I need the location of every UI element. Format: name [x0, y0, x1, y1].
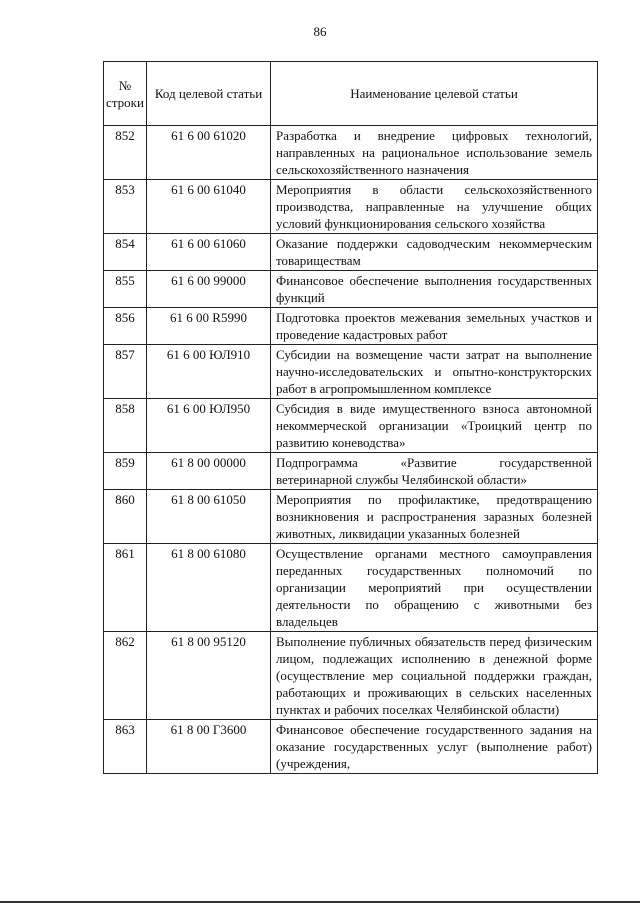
page-bottom-edge	[0, 901, 640, 903]
article-name: Разработка и внедрение цифровых технологий, направленных на рациональное использование земель сельскохозяйственного назначения	[271, 126, 598, 180]
row-number: 863	[104, 720, 147, 774]
target-articles-table	[103, 61, 598, 774]
header-article-code: Код целевой статьи	[147, 62, 271, 126]
page-number: 86	[313, 24, 327, 39]
table-row	[104, 180, 598, 234]
table-row	[104, 453, 598, 490]
row-number: 858	[104, 399, 147, 453]
article-name: Мероприятия по профилактике, предотвращению возникновения и распространения заразных болезней животных, ликвидации указанных болезней	[271, 490, 598, 544]
table-row	[104, 544, 598, 632]
row-number: 855	[104, 271, 147, 308]
article-code: 61 6 00 61040	[147, 180, 271, 234]
article-code: 61 6 00 ЮЛ950	[147, 399, 271, 453]
row-number: 859	[104, 453, 147, 490]
row-number: 861	[104, 544, 147, 632]
table-body	[104, 126, 598, 774]
header-article-name: Наименование целевой статьи	[271, 62, 598, 126]
table-row	[104, 720, 598, 774]
article-name: Финансовое обеспечение выполнения государственных функций	[271, 271, 598, 308]
row-number: 856	[104, 308, 147, 345]
article-code: 61 6 00 ЮЛ910	[147, 345, 271, 399]
article-code: 61 8 00 95120	[147, 632, 271, 720]
article-code: 61 8 00 61080	[147, 544, 271, 632]
table-row	[104, 345, 598, 399]
article-name: Подпрограмма «Развитие государственной ветеринарной службы Челябинской области»	[271, 453, 598, 490]
table-row	[104, 234, 598, 271]
row-number: 860	[104, 490, 147, 544]
article-name: Осуществление органами местного самоуправления переданных государственных полномочий по организации мероприятий при осуществлении деятельности по обращению с животными без владельцев	[271, 544, 598, 632]
article-code: 61 8 00 00000	[147, 453, 271, 490]
article-name: Субсидия в виде имущественного взноса автономной некоммерческой организации «Троицкий центр по развитию коневодства»	[271, 399, 598, 453]
article-code: 61 8 00 61050	[147, 490, 271, 544]
article-code: 61 6 00 99000	[147, 271, 271, 308]
row-number: 853	[104, 180, 147, 234]
row-number: 852	[104, 126, 147, 180]
table-row	[104, 271, 598, 308]
row-number: 854	[104, 234, 147, 271]
table-row	[104, 632, 598, 720]
table-header	[104, 62, 598, 126]
article-name: Оказание поддержки садоводческим некоммерческим товариществам	[271, 234, 598, 271]
article-code: 61 6 00 61060	[147, 234, 271, 271]
row-number: 862	[104, 632, 147, 720]
table-row	[104, 308, 598, 345]
header-row-number: № строки	[104, 62, 147, 126]
article-name: Мероприятия в области сельскохозяйственного производства, направленные на улучшение общих условий функционирования сельского хозяйства	[271, 180, 598, 234]
article-name: Финансовое обеспечение государственного задания на оказание государственных услуг (выполнение работ) (учреждения,	[271, 720, 598, 774]
table-row	[104, 399, 598, 453]
article-code: 61 6 00 R5990	[147, 308, 271, 345]
table-row	[104, 126, 598, 180]
article-name: Выполнение публичных обязательств перед физическим лицом, подлежащих исполнению в денежной форме (осуществление мер социальной поддержки граждан, работающих и проживающих в сельских населенных пунктах и рабочих поселках Челябинской области)	[271, 632, 598, 720]
article-code: 61 6 00 61020	[147, 126, 271, 180]
article-code: 61 8 00 Г3600	[147, 720, 271, 774]
article-name: Субсидии на возмещение части затрат на выполнение научно-исследовательских и опытно-конструкторских работ в агропромышленном комплексе	[271, 345, 598, 399]
table-row	[104, 490, 598, 544]
row-number: 857	[104, 345, 147, 399]
article-name: Подготовка проектов межевания земельных участков и проведение кадастровых работ	[271, 308, 598, 345]
header-row	[104, 62, 598, 126]
